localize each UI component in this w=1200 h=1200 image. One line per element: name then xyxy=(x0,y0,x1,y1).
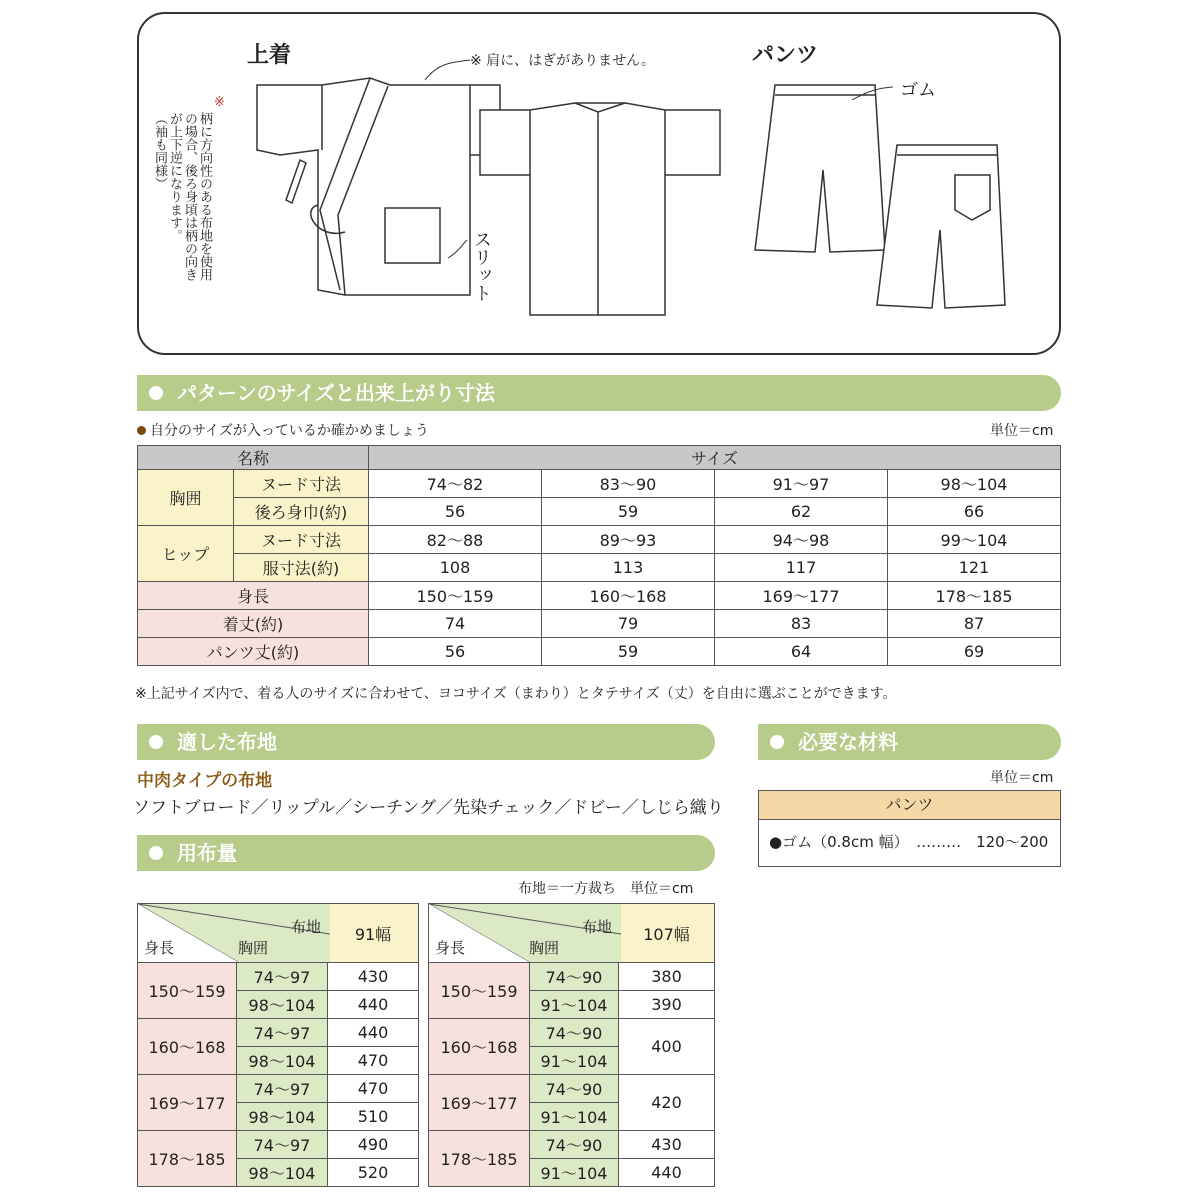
height-cell: 160〜168 xyxy=(429,1019,530,1075)
yardage-section-title: 用布量 xyxy=(177,841,237,865)
table-cell: 59 xyxy=(542,638,715,666)
side-note-mark: ※ xyxy=(212,95,227,110)
value-cell: 490 xyxy=(328,1131,419,1159)
row-group-height: 身長 xyxy=(138,582,369,610)
height-cell: 150〜159 xyxy=(429,963,530,1019)
row-group-chest: 胸囲 xyxy=(138,470,234,526)
jacket-label: 上着 xyxy=(247,43,292,68)
slit-label: スリット xyxy=(471,230,492,302)
chest-cell: 91〜104 xyxy=(530,1159,619,1187)
row-label: ヌード寸法 xyxy=(234,470,369,498)
jacket-back-drawing xyxy=(480,103,720,315)
height-cell: 178〜185 xyxy=(429,1131,530,1187)
fabric-list: ソフトブロード／リップル／シーチング／先染チェック／ドビー／しじら織り xyxy=(133,798,724,818)
value-cell: 470 xyxy=(328,1075,419,1103)
row-label: 後ろ身巾(約) xyxy=(234,498,369,526)
size-hint xyxy=(137,420,429,440)
value-cell: 430 xyxy=(328,963,419,991)
value-cell: 390 xyxy=(619,991,715,1019)
table-cell: 108 xyxy=(369,554,542,582)
chest-cell: 74〜90 xyxy=(530,1075,619,1103)
table-cell: 82〜88 xyxy=(369,526,542,554)
table-cell: 74〜82 xyxy=(369,470,542,498)
pants-label: パンツ xyxy=(752,43,819,68)
value-cell: 470 xyxy=(328,1047,419,1075)
table-cell: 64 xyxy=(715,638,888,666)
size-section-header xyxy=(137,375,1061,411)
width-header: 107幅 xyxy=(619,904,715,963)
value-cell: 430 xyxy=(619,1131,715,1159)
table-cell: 69 xyxy=(888,638,1061,666)
chest-cell: 74〜97 xyxy=(237,1131,328,1159)
pants-front-drawing xyxy=(755,85,885,252)
value-cell: 440 xyxy=(328,991,419,1019)
chest-cell: 74〜90 xyxy=(530,1131,619,1159)
corner-cell xyxy=(138,904,328,963)
header-size: サイズ xyxy=(369,446,1061,470)
elastic-label: ゴム xyxy=(900,80,936,101)
height-cell: 169〜177 xyxy=(138,1075,237,1131)
row-group-length: 着丈(約) xyxy=(138,610,369,638)
chest-cell: 98〜104 xyxy=(237,1047,328,1075)
value-cell: 400 xyxy=(619,1019,715,1075)
materials-section-header xyxy=(758,724,1061,760)
table-cell: 83〜90 xyxy=(542,470,715,498)
size-hint-text: 自分のサイズが入っているか確かめましょう xyxy=(150,423,429,439)
table-cell: 117 xyxy=(715,554,888,582)
materials-header: パンツ xyxy=(758,790,1061,820)
value-cell: 420 xyxy=(619,1075,715,1131)
height-cell: 169〜177 xyxy=(429,1075,530,1131)
yardage-table-91 xyxy=(137,903,419,1187)
table-cell: 98〜104 xyxy=(888,470,1061,498)
table-cell: 83 xyxy=(715,610,888,638)
height-cell: 150〜159 xyxy=(138,963,237,1019)
size-unit: 単位＝cm xyxy=(990,423,1054,439)
table-cell: 113 xyxy=(542,554,715,582)
jacket-front-drawing xyxy=(257,78,500,295)
shoulder-note: ※ 肩に、はぎがありません。 xyxy=(470,53,656,69)
materials-item: ●ゴム（0.8cm 幅） ……… 120〜200 xyxy=(758,819,1061,867)
chest-cell: 98〜104 xyxy=(237,1159,328,1187)
table-cell: 91〜97 xyxy=(715,470,888,498)
value-cell: 520 xyxy=(328,1159,419,1187)
table-cell: 56 xyxy=(369,498,542,526)
table-cell: 178〜185 xyxy=(888,582,1061,610)
chest-cell: 91〜104 xyxy=(530,1103,619,1131)
chest-cell: 74〜97 xyxy=(237,963,328,991)
table-cell: 59 xyxy=(542,498,715,526)
table-cell: 56 xyxy=(369,638,542,666)
chest-cell: 91〜104 xyxy=(530,991,619,1019)
corner-height: 身長 xyxy=(435,939,466,957)
yardage-section-header xyxy=(137,835,715,871)
row-group-hip: ヒップ xyxy=(138,526,234,582)
materials-section-title: 必要な材料 xyxy=(798,730,898,754)
side-note-line: の場合、後ろ身頃は柄の向き xyxy=(182,112,197,281)
chest-cell: 74〜90 xyxy=(530,963,619,991)
size-section-title: パターンのサイズと出来上がり寸法 xyxy=(177,381,495,405)
corner-chest: 胸囲 xyxy=(238,939,269,957)
value-cell: 510 xyxy=(328,1103,419,1131)
chest-cell: 74〜90 xyxy=(530,1019,619,1047)
yardage-note: 布地＝一方裁ち 単位＝cm xyxy=(518,881,694,897)
table-cell: 160〜168 xyxy=(542,582,715,610)
size-table xyxy=(137,445,1061,666)
value-cell: 380 xyxy=(619,963,715,991)
table-cell: 94〜98 xyxy=(715,526,888,554)
value-cell: 440 xyxy=(619,1159,715,1187)
pants-back-drawing xyxy=(877,145,1005,308)
height-cell: 178〜185 xyxy=(138,1131,237,1187)
side-note-line: （袖も同様） xyxy=(152,112,167,190)
table-cell: 89〜93 xyxy=(542,526,715,554)
row-group-pants-length: パンツ丈(約) xyxy=(138,638,369,666)
header-name: 名称 xyxy=(138,446,369,470)
side-note-line: が上下逆になります。 xyxy=(167,112,182,242)
table-cell: 150〜159 xyxy=(369,582,542,610)
materials-unit: 単位＝cm xyxy=(990,770,1054,786)
chest-cell: 74〜97 xyxy=(237,1075,328,1103)
table-cell: 87 xyxy=(888,610,1061,638)
corner-chest: 胸囲 xyxy=(529,939,560,957)
height-cell: 160〜168 xyxy=(138,1019,237,1075)
chest-cell: 91〜104 xyxy=(530,1047,619,1075)
row-label: ヌード寸法 xyxy=(234,526,369,554)
fabric-subtitle: 中肉タイプの布地 xyxy=(137,771,273,791)
fabric-section-header xyxy=(137,724,715,760)
table-cell: 79 xyxy=(542,610,715,638)
side-note xyxy=(152,112,212,322)
corner-height: 身長 xyxy=(144,939,175,957)
size-footnote: ※上記サイズ内で、着る人のサイズに合わせて、ヨコサイズ（まわり）とタテサイズ（丈）を自由に選ぶことができます。 xyxy=(135,686,897,702)
table-cell: 62 xyxy=(715,498,888,526)
table-cell: 99〜104 xyxy=(888,526,1061,554)
corner-fabric: 布地 xyxy=(581,918,612,936)
fabric-section-title: 適した布地 xyxy=(177,730,277,754)
chest-cell: 98〜104 xyxy=(237,991,328,1019)
chest-cell: 98〜104 xyxy=(237,1103,328,1131)
table-cell: 169〜177 xyxy=(715,582,888,610)
row-label: 服寸法(約) xyxy=(234,554,369,582)
chest-cell: 74〜97 xyxy=(237,1019,328,1047)
width-header: 91幅 xyxy=(328,904,419,963)
table-cell: 66 xyxy=(888,498,1061,526)
corner-fabric: 布地 xyxy=(290,918,321,936)
yardage-table-107 xyxy=(428,903,715,1187)
side-note-line: 柄に方向性のある布地を使用 xyxy=(197,112,212,281)
table-cell: 121 xyxy=(888,554,1061,582)
corner-cell xyxy=(429,904,619,963)
value-cell: 440 xyxy=(328,1019,419,1047)
table-cell: 74 xyxy=(369,610,542,638)
